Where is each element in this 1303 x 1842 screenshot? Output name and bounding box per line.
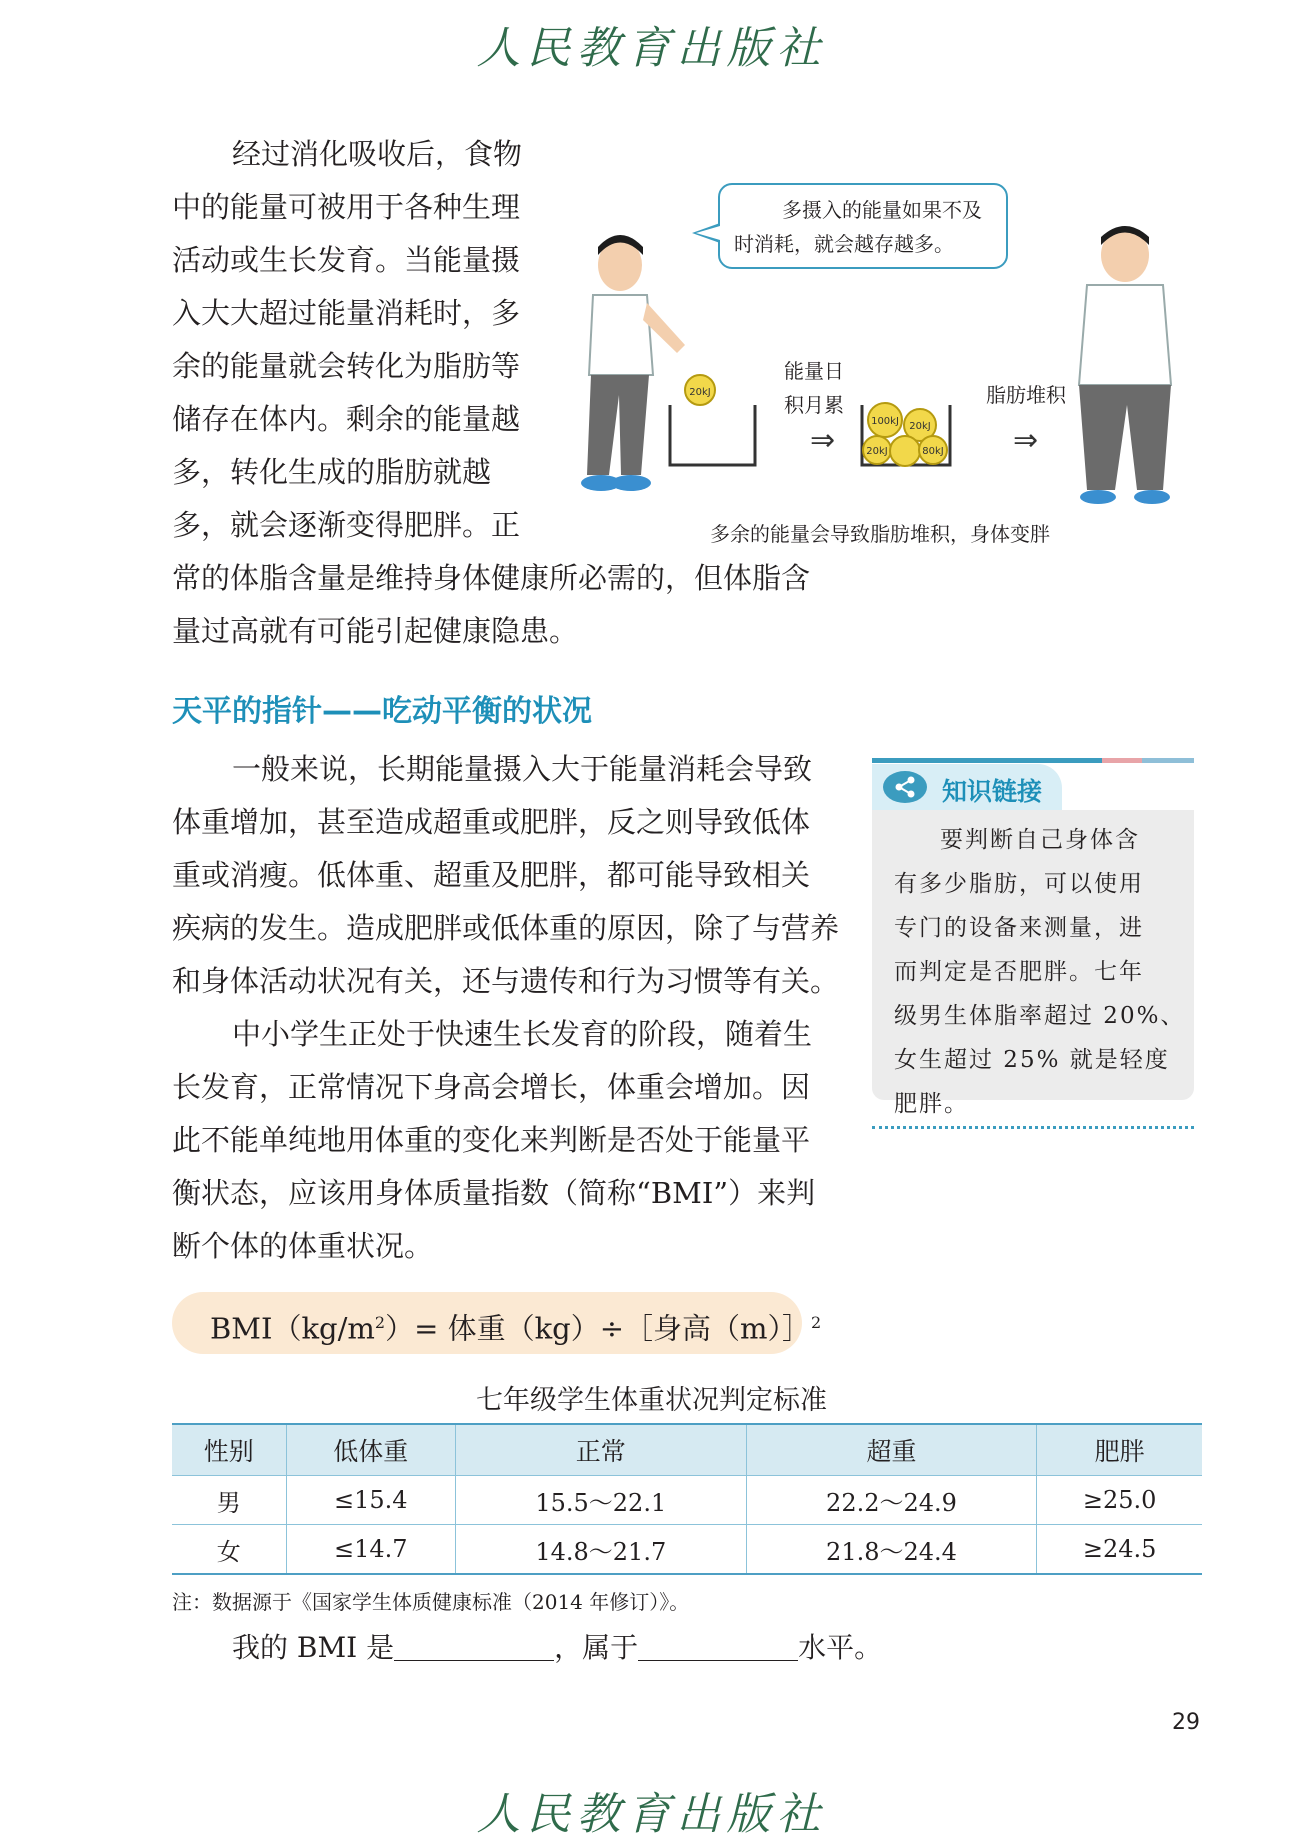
text-line: 长发育，正常情况下身高会增长，体重会增加。因 (172, 1070, 811, 1104)
column-header: 性别 (172, 1424, 286, 1476)
bmi-standard-table (172, 1423, 1202, 1575)
text-line: 入大大超过能量消耗时，多 (172, 296, 521, 330)
fill-prefix: 我的 BMI 是 (232, 1631, 395, 1664)
knowledge-link-title: 知识链接 (942, 777, 1043, 806)
fill-suffix: 水平。 (798, 1631, 883, 1664)
table-title: 七年级学生体重状况判定标准 (476, 1385, 827, 1416)
bmi-formula (172, 1292, 822, 1354)
text-line: 断个体的体重状况。 (172, 1229, 434, 1263)
text-line: 和身体活动状况有关，还与遗传和行为习惯等有关。 (172, 964, 840, 998)
knowledge-link-box (872, 758, 1194, 1148)
text-line: 多，就会逐渐变得肥胖。正 (172, 508, 521, 542)
text-line: 专门的设备来测量，进 (894, 915, 1144, 941)
table-cell: 14.8～21.7 (455, 1525, 746, 1575)
arrow-right-icon: ⇒ (1013, 423, 1039, 458)
coin-label: 80kJ (922, 446, 944, 457)
coin-label: 20kJ (909, 421, 931, 432)
bubble-line: 时消耗，就会越存越多。 (734, 232, 954, 256)
figure-label-energy (784, 354, 844, 422)
energy-fat-illustration (565, 225, 1205, 525)
section-title: 天平的指针——吃动平衡的状况 (172, 694, 592, 729)
figure-label-fat: 脂肪堆积 (986, 383, 1066, 407)
table-header-row (172, 1424, 1202, 1476)
empty-container (670, 405, 755, 465)
table-row (172, 1525, 1202, 1575)
text-line: 活动或生长发育。当能量摄 (172, 243, 521, 277)
main-paragraph (172, 743, 852, 1273)
text-line: 中小学生正处于快速生长发育的阶段，随着生 (232, 1017, 813, 1051)
figure-label-line: 能量日 (784, 359, 844, 383)
knowledge-link-body (872, 810, 1194, 1117)
text-line: 多，转化生成的脂肪就越 (172, 455, 492, 489)
formula-sup: 2 (811, 1313, 822, 1332)
stripe (1142, 758, 1194, 763)
text-line: 储存在体内。剩余的能量越 (172, 402, 521, 436)
publisher-footer: 人民教育出版社 (476, 1789, 827, 1840)
formula-right: ）= 体重（kg）÷［身高（m）］ (385, 1311, 812, 1346)
text-line: 中的能量可被用于各种生理 (172, 190, 521, 224)
column-header: 正常 (455, 1424, 746, 1476)
figure-caption: 多余的能量会导致脂肪堆积，身体变胖 (710, 522, 1050, 546)
share-icon (882, 770, 928, 804)
table-cell: 22.2～24.9 (746, 1476, 1037, 1525)
publisher-header: 人民教育出版社 (476, 23, 827, 74)
table-cell: ≤15.4 (286, 1476, 455, 1525)
bubble-line: 多摄入的能量如果不及 (782, 198, 982, 222)
table-cell: ≥24.5 (1037, 1525, 1202, 1575)
table-cell: ≤14.7 (286, 1525, 455, 1575)
text-line: 余的能量就会转化为脂肪等 (172, 349, 521, 383)
column-header: 低体重 (286, 1424, 455, 1476)
text-line: 衡状态，应该用身体质量指数（简称“BMI”）来判 (172, 1176, 816, 1210)
level-blank-field[interactable] (638, 1632, 798, 1661)
arrow-right-icon: ⇒ (810, 423, 836, 458)
text-line: 体重增加，甚至造成超重或肥胖，反之则导致低体 (172, 805, 811, 839)
text-line: 经过消化吸收后，食物 (232, 137, 523, 171)
fill-middle: ，属于 (554, 1631, 639, 1664)
knowledge-link-header (872, 764, 1062, 810)
column-header: 肥胖 (1037, 1424, 1202, 1476)
bmi-blank-field[interactable] (394, 1632, 554, 1661)
text-line: 而判定是否肥胖。七年 (894, 959, 1144, 985)
table-row (172, 1476, 1202, 1525)
text-line: 常的体脂含量是维持身体健康所必需的，但体脂含 (172, 561, 811, 595)
text-line: 肥胖。 (894, 1091, 969, 1117)
table-cell: ≥25.0 (1037, 1476, 1202, 1525)
text-line: 要判断自己身体含 (940, 827, 1140, 853)
table-note: 注：数据源于《国家学生体质健康标准（2014 年修订）》。 (172, 1590, 690, 1614)
text-line: 有多少脂肪，可以使用 (894, 871, 1144, 897)
page-number: 29 (1172, 1710, 1200, 1735)
text-line: 量过高就有可能引起健康隐患。 (172, 614, 579, 648)
bmi-fill-in (232, 1626, 882, 1666)
figure-label-line: 积月累 (784, 393, 844, 417)
table-cell: 21.8～24.4 (746, 1525, 1037, 1575)
dotted-divider (872, 1126, 1194, 1129)
boy-right-figure (1079, 226, 1171, 504)
text-line: 此不能单纯地用体重的变化来判断是否处于能量平 (172, 1123, 811, 1157)
coin-label: 20kJ (866, 446, 888, 457)
text-line: 女生超过 25% 就是轻度 (894, 1047, 1170, 1073)
text-line: 一般来说，长期能量摄入大于能量消耗会导致 (232, 752, 813, 786)
formula-left: BMI（kg/m (210, 1311, 375, 1346)
coin-label: 20kJ (689, 387, 711, 398)
table-cell: 15.5～22.1 (455, 1476, 746, 1525)
stripe (1102, 758, 1142, 763)
text-line: 级男生体脂率超过 20%、 (894, 1003, 1186, 1029)
column-header: 超重 (746, 1424, 1037, 1476)
formula-sup: 2 (374, 1313, 386, 1332)
stripe (872, 758, 1102, 763)
text-line: 疾病的发生。造成肥胖或低体重的原因，除了与营养 (172, 911, 840, 945)
table-cell: 女 (172, 1525, 286, 1575)
text-line: 重或消瘦。低体重、超重及肥胖，都可能导致相关 (172, 858, 811, 892)
coin-label: 100kJ (871, 416, 899, 427)
table-cell: 男 (172, 1476, 286, 1525)
